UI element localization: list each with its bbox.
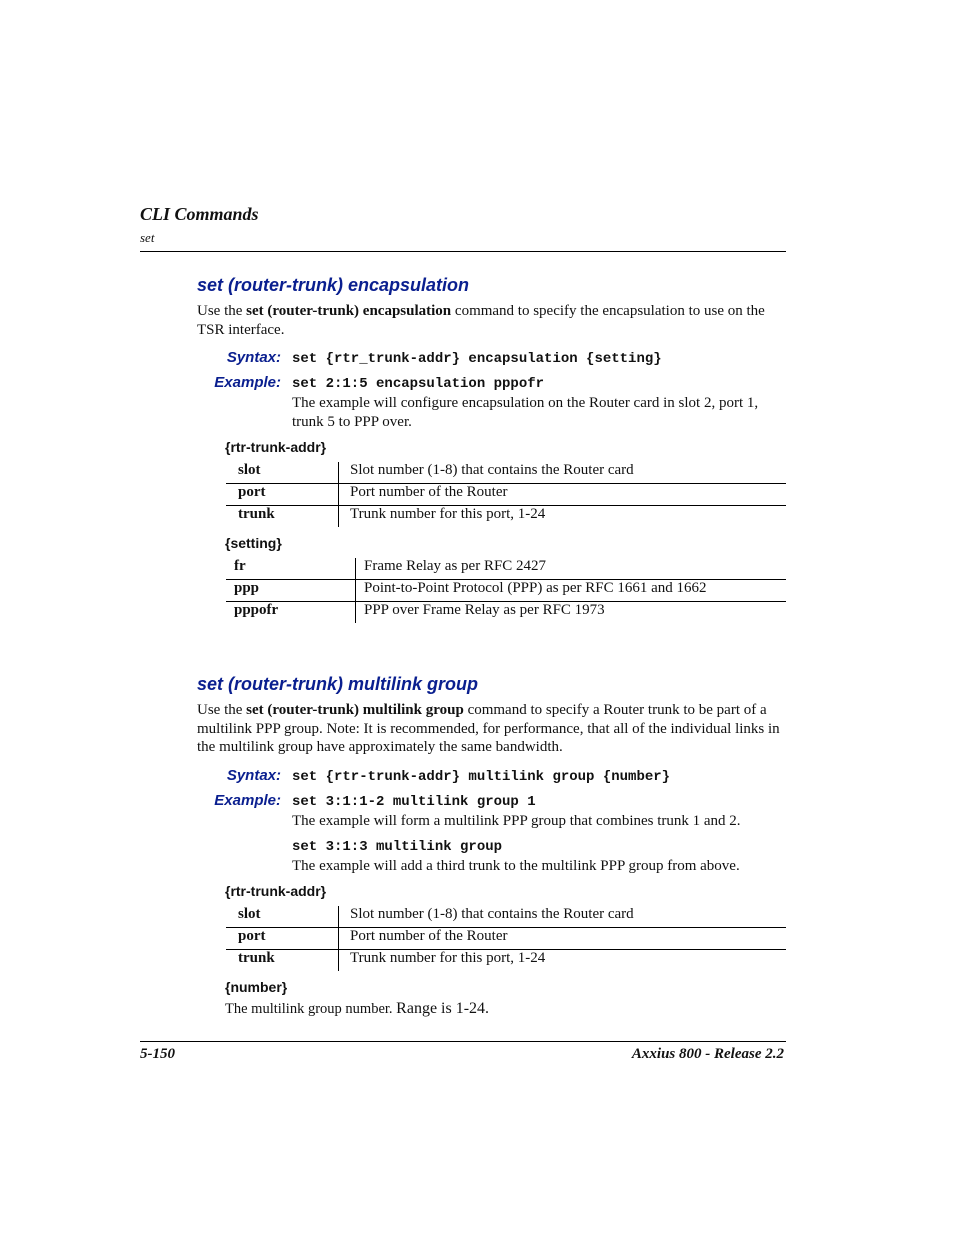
- running-header-title: CLI Commands: [140, 204, 259, 224]
- section-title-encapsulation: set (router-trunk) encapsulation: [197, 275, 470, 295]
- param-name: {setting}: [225, 535, 282, 551]
- param-name: {rtr-trunk-addr}: [225, 439, 327, 455]
- param-value: Slot number (1-8) that contains the Router card: [350, 906, 634, 922]
- table-row: [226, 950, 786, 972]
- param-value: Frame Relay as per RFC 2427: [364, 558, 547, 574]
- syntax-label: Syntax:: [226, 767, 281, 784]
- param-name: {rtr-trunk-addr}: [225, 883, 327, 899]
- param-key: ppp: [226, 580, 356, 602]
- footer-rule: [140, 1041, 786, 1042]
- table-row: [226, 484, 786, 506]
- param-value: Trunk number for this port, 1-24: [339, 950, 787, 972]
- param-table: [226, 558, 786, 623]
- param-value: Slot number (1-8) that contains the Router card: [350, 462, 634, 478]
- table-row: [226, 906, 786, 928]
- table-row: [226, 580, 786, 602]
- product-release: Axxius 800 - Release 2.2: [631, 1046, 784, 1062]
- example-label: Example:: [214, 374, 281, 391]
- param-key: slot: [226, 906, 339, 928]
- param-name: {number}: [225, 979, 288, 995]
- example-code: set 3:1:1-2 multilink group 1: [292, 794, 536, 810]
- param-value: Port number of the Router: [339, 928, 787, 950]
- example-label: Example:: [214, 792, 281, 809]
- running-header-subtitle: set: [140, 230, 155, 245]
- table-row: [226, 602, 786, 624]
- param-table: [226, 906, 786, 971]
- header-rule: [140, 251, 786, 252]
- example-code: set 2:1:5 encapsulation pppofr: [292, 376, 545, 392]
- param-key: fr: [226, 558, 356, 580]
- syntax-label: Syntax:: [226, 349, 281, 366]
- param-table: [226, 462, 786, 527]
- syntax-code: set {rtr_trunk-addr} encapsulation {setting}: [292, 351, 662, 367]
- param-key: port: [226, 928, 339, 950]
- table-row: [226, 506, 786, 528]
- table-row: [226, 558, 786, 580]
- param-value: Port number of the Router: [339, 484, 787, 506]
- param-key: trunk: [226, 506, 339, 528]
- param-key: pppofr: [226, 602, 356, 624]
- param-value: PPP over Frame Relay as per RFC 1973: [356, 602, 787, 624]
- table-row: [226, 462, 786, 484]
- example-description: The example will form a multilink PPP group that combines trunk 1 and 2.: [292, 813, 741, 829]
- page-number: 5-150: [140, 1046, 175, 1062]
- param-value: Point-to-Point Protocol (PPP) as per RFC 1661 and 1662: [356, 580, 787, 602]
- example-description: The example will configure encapsulation on the Router card in slot 2, port 1, trunk 5 to PPP over.: [292, 395, 759, 430]
- section-title-multilink: set (router-trunk) multilink group: [197, 674, 478, 694]
- example-code: set 3:1:3 multilink group: [292, 839, 503, 855]
- section-intro-multilink: Use the set (router-trunk) multilink group command to specify a Router trunk to be part of a multilink PPP group. Note: It is recommended, for performance, that all of the individual links in the multilink group have approximately the same bandwidth.: [197, 702, 780, 755]
- table-row: [226, 928, 786, 950]
- param-key: slot: [226, 462, 339, 484]
- section-intro-encapsulation: Use the set (router-trunk) encapsulation command to specify the encapsulation to use on the TSR interface.: [197, 303, 765, 338]
- param-key: trunk: [226, 950, 339, 972]
- example-description: The example will add a third trunk to the multilink PPP group from above.: [292, 858, 740, 874]
- syntax-code: set {rtr-trunk-addr} multilink group {number}: [292, 769, 671, 785]
- param-value: Trunk number for this port, 1-24: [339, 506, 787, 528]
- param-key: port: [226, 484, 339, 506]
- param-description: The multilink group number. Range is 1-24.: [225, 1000, 490, 1017]
